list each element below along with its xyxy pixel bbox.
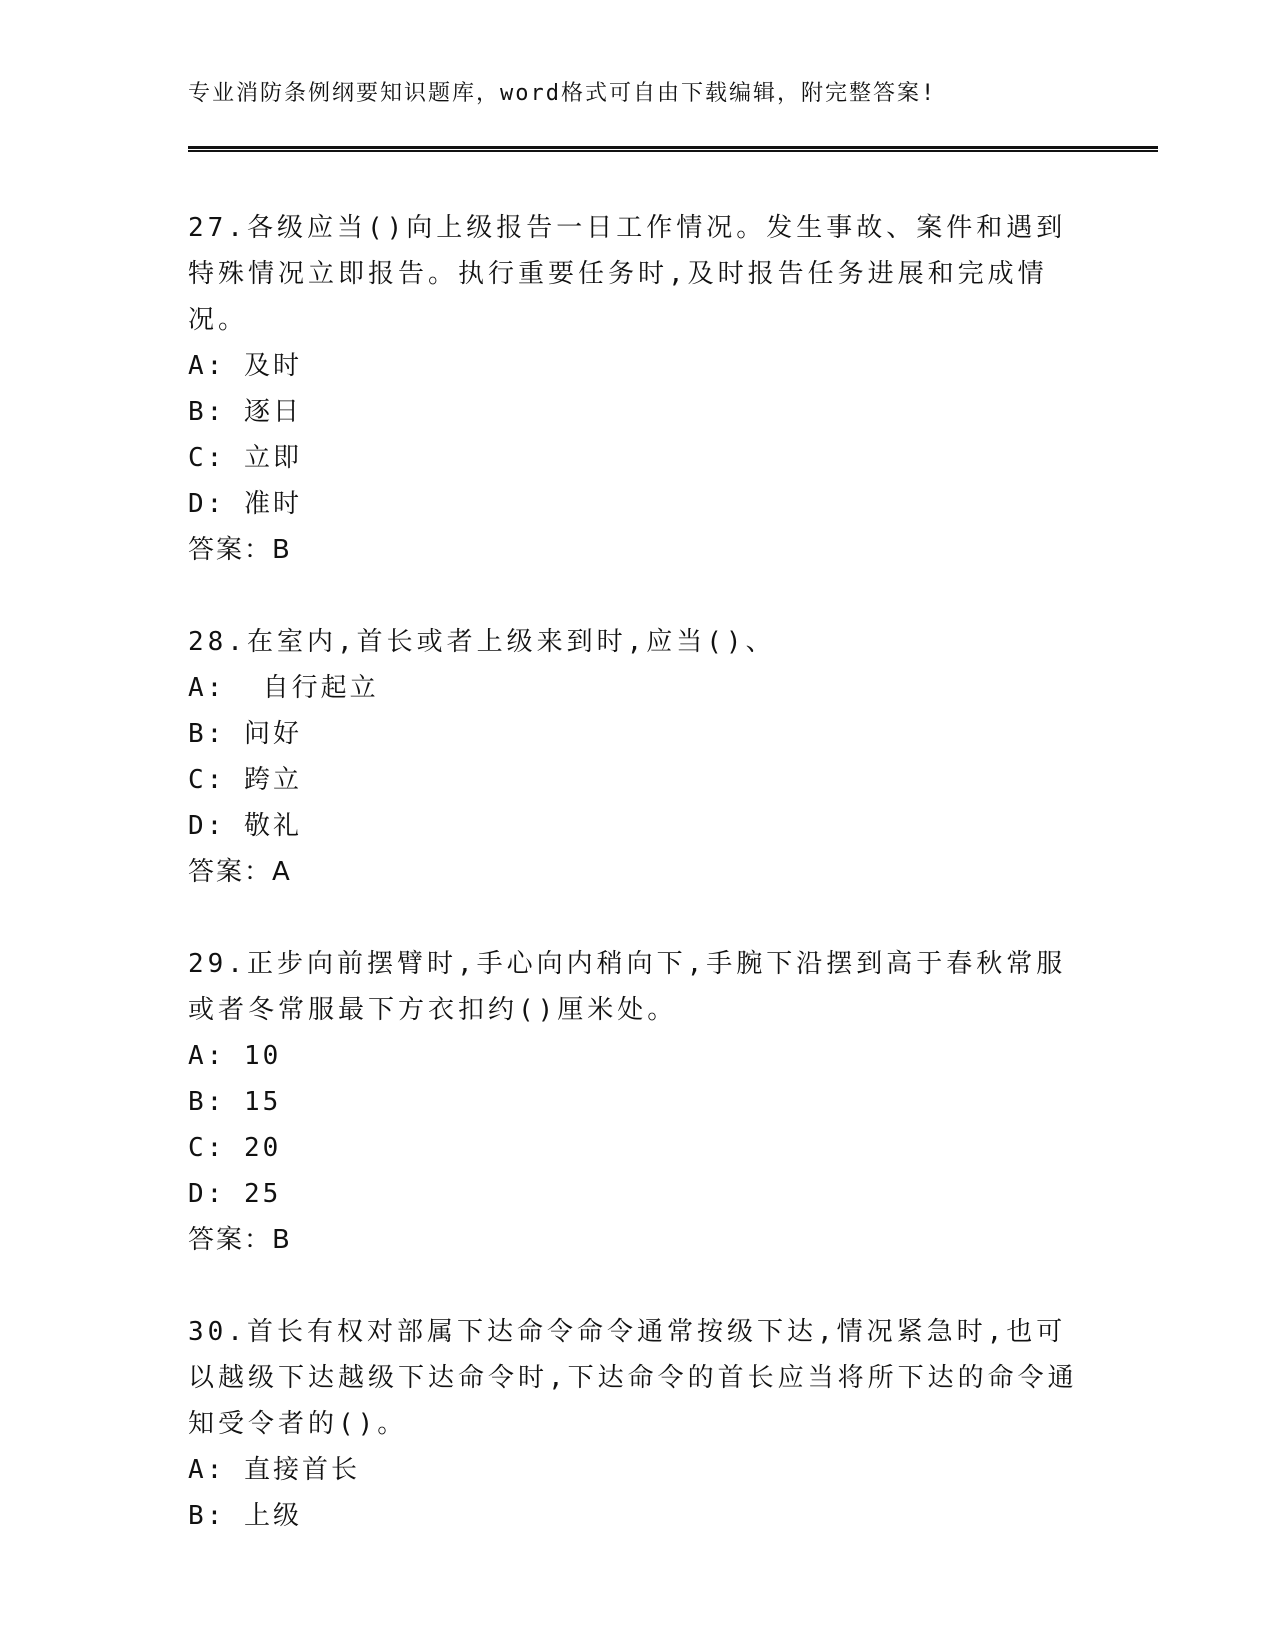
option-c: C: 20 bbox=[188, 1133, 282, 1163]
page-header: 专业消防条例纲要知识题库，word格式可自由下载编辑，附完整答案! bbox=[188, 81, 937, 106]
header-divider bbox=[188, 146, 1158, 152]
answer: 答案：B bbox=[188, 1225, 292, 1255]
question-27 bbox=[188, 205, 1088, 573]
option-b: B: 问好 bbox=[188, 719, 302, 749]
question-text: 27.各级应当()向上级报告一日工作情况。发生事故、案件和遇到特殊情况立即报告。执行重要任务时,及时报告任务进展和完成情况。 bbox=[188, 213, 1067, 335]
question-text: 29.正步向前摆臂时,手心向内稍向下,手腕下沿摆到高于春秋常服或者冬常服最下方衣扣约()厘米处。 bbox=[188, 949, 1067, 1025]
answer: 答案：B bbox=[188, 535, 292, 565]
question-29 bbox=[188, 941, 1088, 1263]
question-text: 30.首长有权对部属下达命令命令通常按级下达,情况紧急时,也可以越级下达越级下达命令时,下达命令的首长应当将所下达的命令通知受令者的()。 bbox=[188, 1317, 1078, 1439]
option-c: C: 立即 bbox=[188, 443, 302, 473]
question-28 bbox=[188, 619, 1088, 895]
option-d: D: 25 bbox=[188, 1179, 282, 1209]
question-30 bbox=[188, 1309, 1088, 1539]
option-b: B: 上级 bbox=[188, 1501, 302, 1531]
option-b: B: 15 bbox=[188, 1087, 282, 1117]
question-list bbox=[188, 205, 1088, 1585]
option-b: B: 逐日 bbox=[188, 397, 302, 427]
option-a: A: 直接首长 bbox=[188, 1455, 360, 1485]
option-d: D: 准时 bbox=[188, 489, 302, 519]
option-a: A: 及时 bbox=[188, 351, 302, 381]
option-a: A: 自行起立 bbox=[188, 673, 379, 703]
option-c: C: 跨立 bbox=[188, 765, 302, 795]
option-a: A: 10 bbox=[188, 1041, 282, 1071]
option-d: D: 敬礼 bbox=[188, 811, 302, 841]
question-text: 28.在室内,首长或者上级来到时,应当()、 bbox=[188, 627, 776, 657]
answer: 答案：A bbox=[188, 857, 292, 887]
